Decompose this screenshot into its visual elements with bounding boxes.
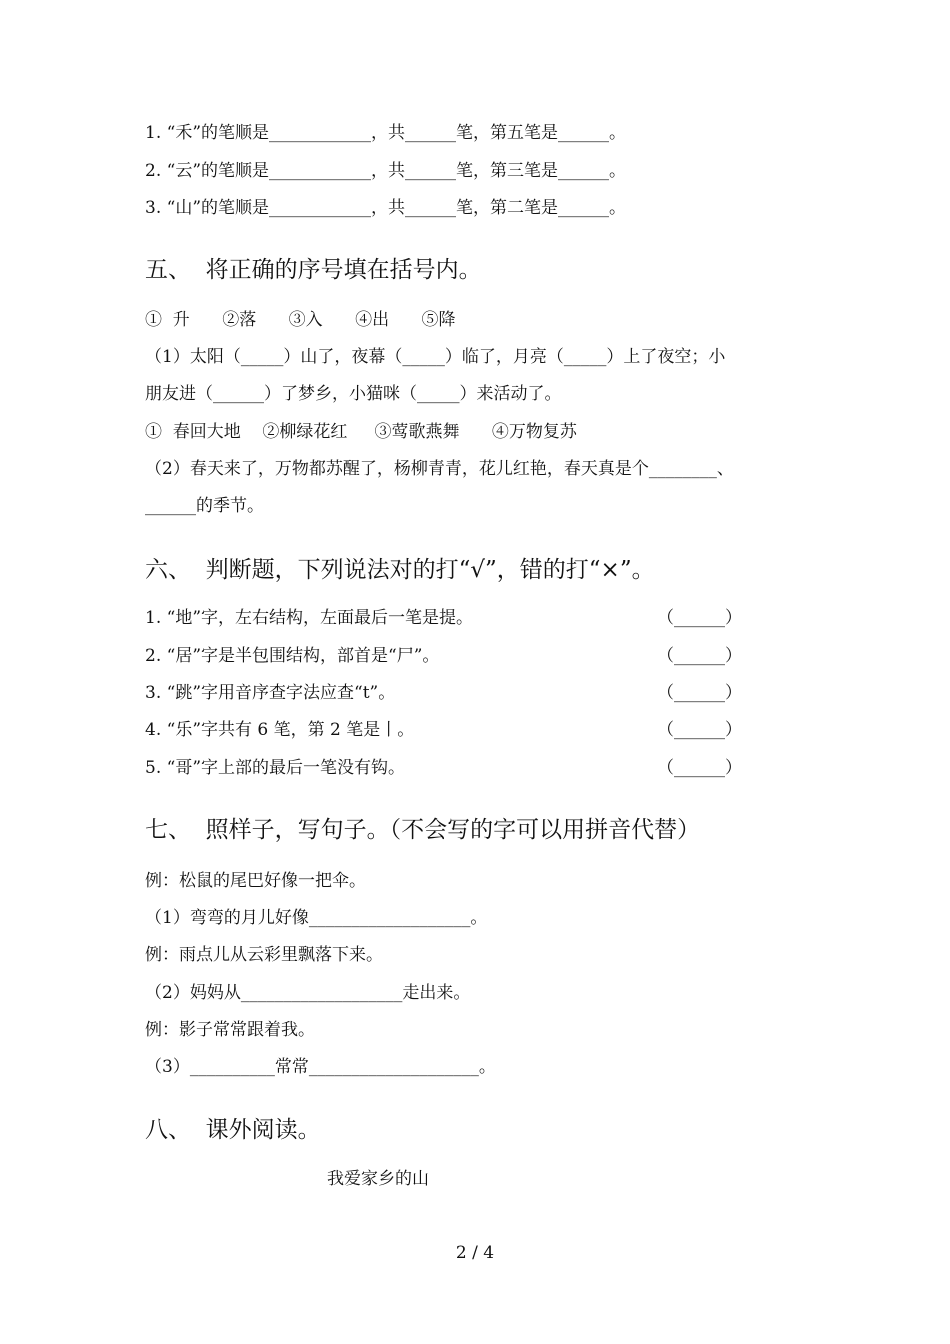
judge-statement: 4. “乐”字共有 6 笔，第 2 笔是丨。 [145,720,415,740]
sentence-question-3: （3）__________常常____________________。 [145,1057,496,1077]
judge-item [145,645,742,667]
judge-statement: 1. “地”字，左右结构，左面最后一笔是提。 [145,608,474,628]
fill-question-1-line-2: 朋友进（______）了梦乡，小猫咪（_____）来活动了。 [145,384,562,404]
judge-statement: 5. “哥”字上部的最后一笔没有钩。 [145,758,406,778]
options-list-1: ① 升 ②落 ③入 ④出 ⑤降 [145,310,456,330]
section-8-heading: 八、 课外阅读。 [145,1117,321,1143]
reading-title: 我爱家乡的山 [327,1169,429,1189]
page-number: 2 / 4 [455,1243,495,1263]
answer-bracket: （______） [657,683,742,703]
fill-question-2-line-2: ______的季节。 [145,496,264,516]
judge-statement: 2. “居”字是半包围结构，部首是“尸”。 [145,646,440,666]
answer-bracket: （______） [657,720,742,740]
sentence-question-1: （1）弯弯的月儿好像___________________。 [145,908,488,928]
section-5-heading: 五、 将正确的序号填在括号内。 [145,257,482,283]
example-sentence-2: 例：雨点儿从云彩里飘落下来。 [145,945,383,965]
stroke-question-2: 2. “云”的笔顺是____________，共______笔，第三笔是______。 [145,161,627,181]
section-7-heading: 七、 照样子，写句子。（不会写的字可以用拼音代替） [145,817,701,843]
sentence-question-2: （2）妈妈从___________________走出来。 [145,983,471,1003]
answer-bracket: （______） [657,758,742,778]
answer-bracket: （______） [657,608,742,628]
section-6-heading: 六、 判断题，下列说法对的打“√”，错的打“×”。 [145,557,655,583]
judge-item [145,757,742,779]
answer-bracket: （______） [657,646,742,666]
stroke-question-1: 1. “禾”的笔顺是____________，共______笔，第五笔是______。 [145,123,627,143]
options-list-2: ① 春回大地 ②柳绿花红 ③莺歌燕舞 ④万物复苏 [145,422,577,442]
fill-question-2-line-1: （2）春天来了，万物都苏醒了，杨柳青青，花儿红艳，春天真是个________、 [145,459,734,479]
judge-item [145,607,742,629]
example-sentence-3: 例：影子常常跟着我。 [145,1020,315,1040]
judge-statement: 3. “跳”字用音序查字法应查“t”。 [145,683,396,703]
stroke-question-3: 3. “山”的笔顺是____________，共______笔，第二笔是______。 [145,198,627,218]
fill-question-1-line-1: （1）太阳（_____）山了，夜幕（_____）临了，月亮（_____）上了夜空；小 [145,347,726,367]
judge-item [145,719,742,741]
judge-item [145,682,742,704]
example-sentence-1: 例：松鼠的尾巴好像一把伞。 [145,871,366,891]
